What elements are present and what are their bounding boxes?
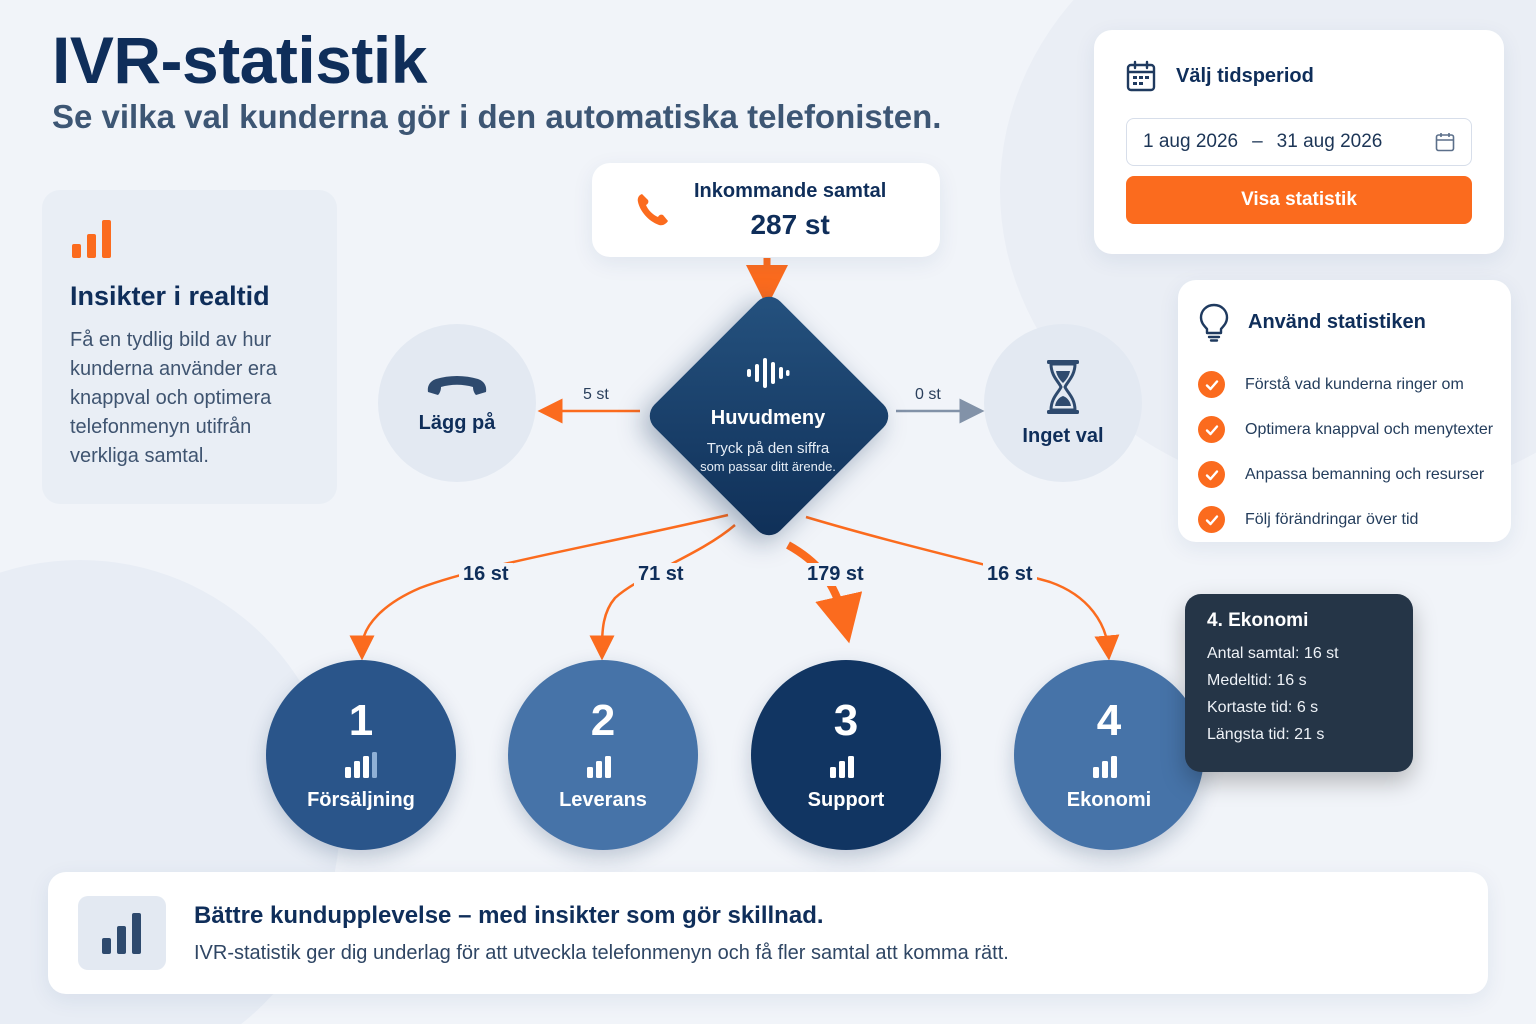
tooltip-row: Längsta tid: 21 s <box>1207 726 1325 743</box>
incoming-calls-card <box>592 163 940 257</box>
list-item: Förstå vad kunderna ringer om <box>1198 362 1491 407</box>
option-3-support[interactable] <box>751 660 941 850</box>
hang-up-node[interactable] <box>378 324 536 482</box>
option-number: 1 <box>348 695 374 745</box>
audio-wave-icon <box>745 356 791 390</box>
no-choice-label: Inget val <box>1022 424 1104 447</box>
date-separator: – <box>1252 131 1263 152</box>
tooltip-row: Medeltid: 16 s <box>1207 672 1307 689</box>
arrow-option-2 <box>602 525 735 648</box>
hourglass-icon <box>1045 359 1081 415</box>
tooltip-row: Kortaste tid: 6 s <box>1207 699 1319 716</box>
option-tooltip <box>1185 594 1413 772</box>
main-menu-content <box>640 356 896 474</box>
incoming-calls-label: Inkommande samtal <box>694 179 887 202</box>
option-number: 3 <box>833 695 859 745</box>
bar-chart-icon <box>1092 751 1126 779</box>
date-to: 31 aug 2026 <box>1276 131 1383 152</box>
tooltip-title: 4. Ekonomi <box>1207 610 1309 631</box>
insight-text: Få en tydlig bild av hur kunderna använder era knappval och optimera telefonmenyn utifrån verkliga samtal. <box>70 329 277 467</box>
bar-chart-icon <box>344 751 378 779</box>
hang-up-icon <box>424 372 490 402</box>
date-from: 1 aug 2026 <box>1143 131 1239 152</box>
main-menu-line1: Tryck på den siffra <box>706 440 830 457</box>
bar-chart-icon <box>829 751 863 779</box>
show-statistics-button[interactable]: Visa statistik <box>1126 176 1472 224</box>
banner-icon-box <box>78 896 166 970</box>
option-1-count: 16 st <box>459 563 513 586</box>
no-choice-count: 0 st <box>915 386 941 403</box>
page-subtitle: Se vilka val kunderna gör i den automatiska telefonisten. <box>52 98 942 135</box>
option-4-count: 16 st <box>983 563 1037 586</box>
hang-up-label: Lägg på <box>418 411 496 434</box>
bottom-banner <box>48 872 1488 994</box>
option-name: Ekonomi <box>1066 788 1152 811</box>
no-choice-node[interactable] <box>984 324 1142 482</box>
list-item: Optimera knappval och menytexter <box>1198 407 1491 452</box>
option-name: Leverans <box>559 788 647 811</box>
banner-text: IVR-statistik ger dig underlag för att utveckla telefonmenyn och få fler samtal att komma rätt. <box>194 941 1009 964</box>
incoming-calls-value: 287 st <box>750 208 830 240</box>
insight-title: Insikter i realtid <box>70 281 270 311</box>
option-2-count: 71 st <box>634 563 688 586</box>
hang-up-count: 5 st <box>583 386 609 403</box>
option-number: 2 <box>590 695 616 745</box>
option-3-count: 179 st <box>803 563 868 586</box>
main-menu-line2: som passar ditt ärende. <box>700 459 836 474</box>
option-2-leverans[interactable] <box>508 660 698 850</box>
option-1-forsaljning[interactable] <box>266 660 456 850</box>
tooltip-row: Antal samtal: 16 st <box>1207 645 1339 662</box>
banner-title: Bättre kundupplevelse – med insikter som gör skillnad. <box>194 901 824 929</box>
list-item: Följ förändringar över tid <box>1198 497 1491 542</box>
option-number: 4 <box>1096 695 1122 745</box>
phone-icon <box>634 191 672 229</box>
bar-chart-icon <box>99 910 145 956</box>
page-title: IVR-statistik <box>52 23 427 97</box>
bar-chart-icon <box>586 751 620 779</box>
period-title: Välj tidsperiod <box>1176 64 1314 87</box>
main-menu-title: Huvudmeny <box>710 407 826 429</box>
option-name: Försäljning <box>307 788 415 811</box>
use-statistics-title: Använd statistiken <box>1248 310 1426 333</box>
option-4-ekonomi[interactable] <box>1014 660 1204 850</box>
option-name: Support <box>807 788 885 811</box>
list-item: Anpassa bemanning och resurser <box>1198 452 1491 497</box>
